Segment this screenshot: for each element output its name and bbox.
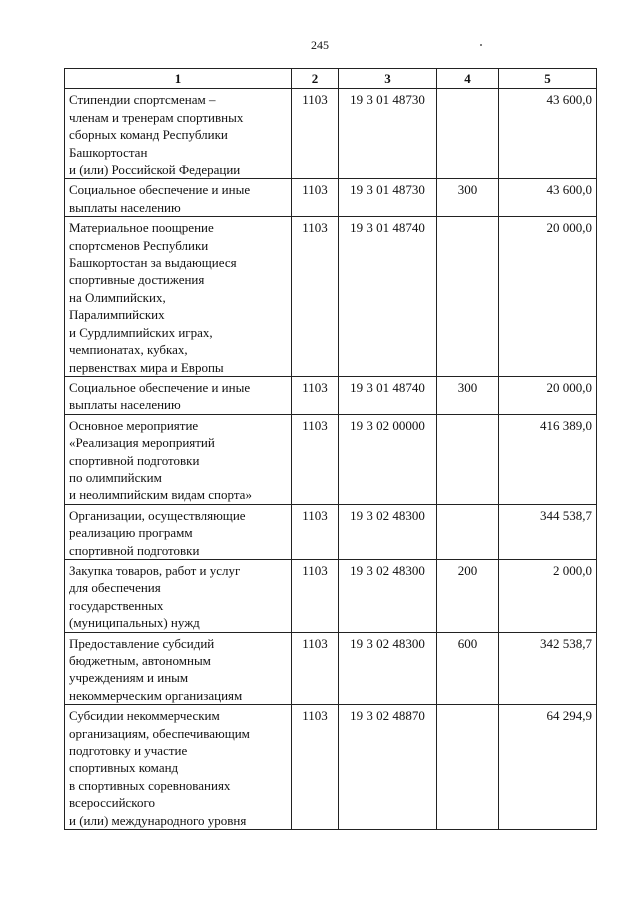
row-name-cell: Основное мероприятие «Реализация мероприятий спортивной подготовки по олимпийским и неолимпийским видам спорта» xyxy=(65,414,292,504)
table-row xyxy=(65,632,597,705)
table-row xyxy=(65,89,597,179)
row-chapter-cell: 1103 xyxy=(292,414,339,504)
row-chapter-cell: 1103 xyxy=(292,179,339,217)
row-expense-type-cell: 200 xyxy=(437,559,499,632)
row-amount-cell: 43 600,0 xyxy=(499,179,597,217)
table-header-row xyxy=(65,69,597,89)
row-name-cell: Субсидии некоммерческим организациям, обеспечивающим подготовку и участие спортивных команд в спортивных соревнованиях всероссийского и (или) международного уровня xyxy=(65,705,292,830)
scan-speck xyxy=(480,44,482,46)
row-amount-cell: 20 000,0 xyxy=(499,217,597,377)
row-target-article-cell: 19 3 02 48300 xyxy=(339,504,437,559)
row-expense-type-cell xyxy=(437,504,499,559)
table-row xyxy=(65,376,597,414)
column-header-3: 3 xyxy=(339,69,437,89)
table-row xyxy=(65,559,597,632)
row-name-cell: Организации, осуществляющие реализацию программ спортивной подготовки xyxy=(65,504,292,559)
row-chapter-cell: 1103 xyxy=(292,705,339,830)
column-header-4: 4 xyxy=(437,69,499,89)
row-amount-cell: 342 538,7 xyxy=(499,632,597,705)
table-row xyxy=(65,179,597,217)
row-expense-type-cell: 600 xyxy=(437,632,499,705)
page-number: 245 xyxy=(311,38,329,52)
row-target-article-cell: 19 3 01 48740 xyxy=(339,376,437,414)
budget-table xyxy=(64,68,597,830)
row-name-cell: Социальное обеспечение и иные выплаты населению xyxy=(65,376,292,414)
row-target-article-cell: 19 3 01 48730 xyxy=(339,179,437,217)
column-header-2: 2 xyxy=(292,69,339,89)
row-target-article-cell: 19 3 02 48870 xyxy=(339,705,437,830)
row-name-cell: Стипендии спортсменам – членам и тренерам спортивных сборных команд Республики Башкортостан и (или) Российской Федерации xyxy=(65,89,292,179)
row-name-cell: Предоставление субсидий бюджетным, автономным учреждениям и иным некоммерческим организациям xyxy=(65,632,292,705)
column-header-1: 1 xyxy=(65,69,292,89)
row-name-cell: Закупка товаров, работ и услуг для обеспечения государственных (муниципальных) нужд xyxy=(65,559,292,632)
row-amount-cell: 2 000,0 xyxy=(499,559,597,632)
row-target-article-cell: 19 3 02 00000 xyxy=(339,414,437,504)
row-chapter-cell: 1103 xyxy=(292,559,339,632)
table-row xyxy=(65,217,597,377)
row-target-article-cell: 19 3 02 48300 xyxy=(339,559,437,632)
row-expense-type-cell xyxy=(437,705,499,830)
row-amount-cell: 20 000,0 xyxy=(499,376,597,414)
row-expense-type-cell: 300 xyxy=(437,376,499,414)
row-amount-cell: 43 600,0 xyxy=(499,89,597,179)
row-chapter-cell: 1103 xyxy=(292,504,339,559)
table-row xyxy=(65,414,597,504)
row-amount-cell: 416 389,0 xyxy=(499,414,597,504)
row-name-cell: Социальное обеспечение и иные выплаты населению xyxy=(65,179,292,217)
row-expense-type-cell xyxy=(437,414,499,504)
row-target-article-cell: 19 3 01 48730 xyxy=(339,89,437,179)
table-row xyxy=(65,705,597,830)
row-target-article-cell: 19 3 01 48740 xyxy=(339,217,437,377)
table-row xyxy=(65,504,597,559)
row-name-cell: Материальное поощрение спортсменов Республики Башкортостан за выдающиеся спортивные достижения на Олимпийских, Паралимпийских и Сурдлимпийских играх, чемпионатах, кубках, первенствах мира и Европы xyxy=(65,217,292,377)
row-chapter-cell: 1103 xyxy=(292,632,339,705)
row-amount-cell: 64 294,9 xyxy=(499,705,597,830)
row-expense-type-cell xyxy=(437,89,499,179)
row-amount-cell: 344 538,7 xyxy=(499,504,597,559)
row-expense-type-cell: 300 xyxy=(437,179,499,217)
row-chapter-cell: 1103 xyxy=(292,217,339,377)
row-chapter-cell: 1103 xyxy=(292,376,339,414)
row-chapter-cell: 1103 xyxy=(292,89,339,179)
row-expense-type-cell xyxy=(437,217,499,377)
row-target-article-cell: 19 3 02 48300 xyxy=(339,632,437,705)
column-header-5: 5 xyxy=(499,69,597,89)
